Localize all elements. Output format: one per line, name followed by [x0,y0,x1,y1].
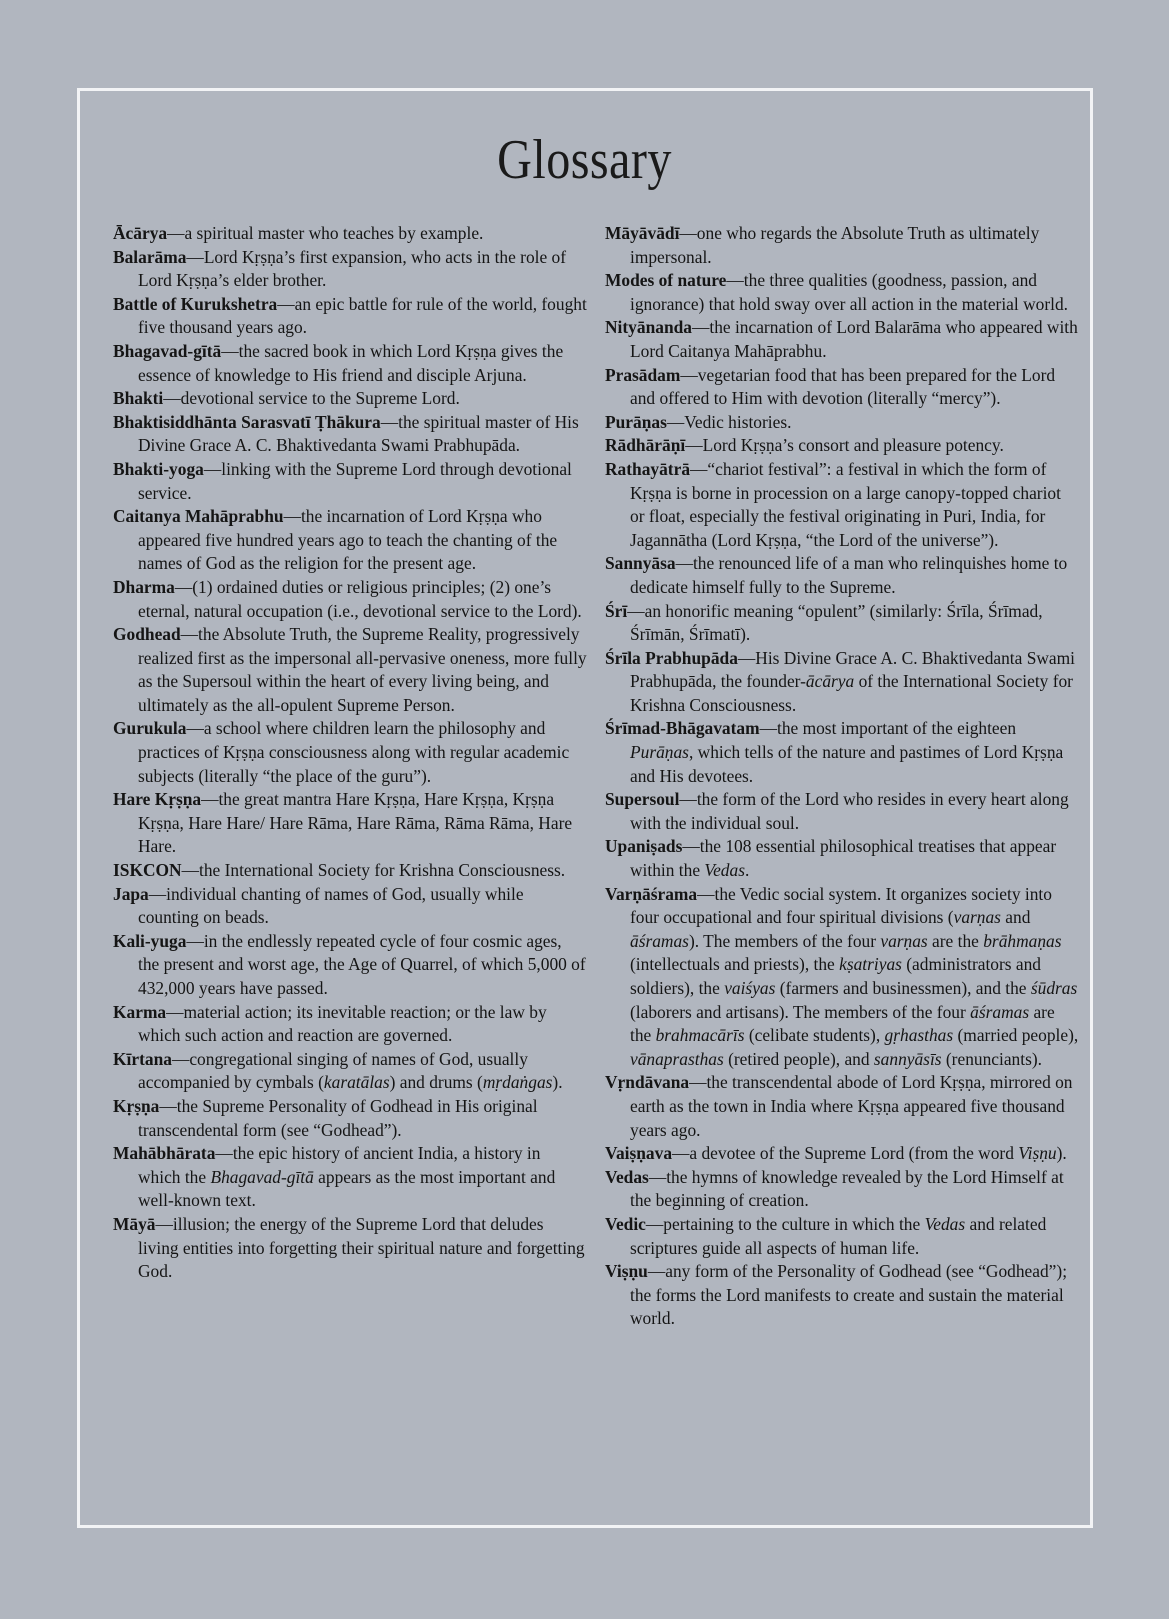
glossary-entry [113,883,587,930]
glossary-term: Gurukula [113,718,187,739]
glossary-entry [605,835,1079,882]
glossary-term: Godhead [113,624,181,645]
glossary-entry [113,859,587,883]
glossary-entry [113,293,587,340]
glossary-definition: —the sacred book in which Lord Kṛṣṇa gives the essence of knowledge to His friend and disciple Arjuna. [138,340,564,385]
glossary-term: Rathayātrā [605,458,691,479]
glossary-column-left [113,222,587,1284]
glossary-entry [605,411,1079,435]
glossary-entry [113,1213,587,1284]
glossary-entry [605,883,1079,1072]
glossary-term: Vṛndāvana [605,1072,690,1093]
glossary-term: Kali-yuga [113,930,187,951]
glossary-entry [605,1071,1079,1142]
glossary-term: Varṇāśrama [605,883,698,904]
glossary-term: Rādhārāṇī [605,435,686,456]
glossary-definition: —a spiritual master who teaches by example. [167,223,484,243]
glossary-entry [113,1142,587,1213]
glossary-term: Śrī [605,600,628,621]
glossary-definition: —Vedic histories. [666,411,792,432]
glossary-term: Karma [113,1001,167,1022]
glossary-term: Mahābhārata [113,1143,216,1164]
glossary-entry [113,387,587,411]
glossary-entry [113,576,587,623]
glossary-term: Battle of Kurukshetra [113,293,278,314]
glossary-entry [113,222,587,246]
glossary-entry [113,505,587,576]
glossary-term: Caitanya Mahāprabhu [113,506,284,527]
glossary-term: Sannyāsa [605,553,676,574]
glossary-entry [113,717,587,788]
glossary-definition: —“chariot festival”: a festival in which the form of Kṛṣṇa is borne in procession on a large canopy-topped chariot or float, especially the festival originating in Puri, India, for Jagannātha (Lord Kṛṣṇa, “the Lord of the universe”). [630,458,1061,550]
glossary-definition: —the great mantra Hare Kṛṣṇa, Hare Kṛṣṇa, Kṛṣṇa Kṛṣṇa, Hare Hare/ Hare Rāma, Hare Rāma, Rāma Rāma, Hare Hare. [138,789,573,857]
glossary-term: Purāṇas [605,411,667,432]
glossary-term: Hare Kṛṣṇa [113,789,202,810]
glossary-definition: —Lord Kṛṣṇa’s consort and pleasure potency. [685,435,1004,456]
glossary-definition: —the Vedic social system. It organizes society into four occupational and four spiritual divisions (varṇas and āśramas). The members of the four varṇas are the brāhmaṇas (intellectuals and priests), the kṣatriyas (administrators and soldiers), the vaiśyas (farmers and businessmen), and the śūdras (laborers and artisans). The members of the four āśramas are the brahmacārīs (celibate students), gṛhasthas (married people), vānaprasthas (retired people), and sannyāsīs (renunciants). [630,883,1079,1069]
glossary-definition: —linking with the Supreme Lord through devotional service. [138,458,572,503]
glossary-entry [605,647,1079,718]
glossary-term: Vaiṣṇava [605,1143,673,1164]
glossary-term: Kīrtana [113,1048,172,1069]
glossary-definition: —the 108 essential philosophical treatises that appear within the Vedas. [630,836,1057,881]
glossary-definition: —the Absolute Truth, the Supreme Reality, progressively realized first as the impersonal all-pervasive oneness, more fully as the Supersoul within the heart of every living being, and ultimately as the all-opulent Supreme Person. [138,624,587,715]
glossary-definition: —vegetarian food that has been prepared for the Lord and offered to Him with devotion (literally “mercy”). [630,364,1056,409]
glossary-definition: —congregational singing of names of God, usually accompanied by cymbals (karatālas) and drums (mṛdaṅgas). [138,1048,563,1093]
glossary-entry [113,623,587,717]
glossary-entry [113,1095,587,1142]
glossary-entry [605,552,1079,599]
glossary-definition: —any form of the Personality of Godhead (see “Godhead”); the forms the Lord manifests to create and sustain the material world. [630,1261,1068,1329]
glossary-definition: —Lord Kṛṣṇa’s first expansion, who acts in the role of Lord Kṛṣṇa’s elder brother. [138,246,567,291]
glossary-entry [605,1260,1079,1331]
glossary-definition: —His Divine Grace A. C. Bhaktivedanta Swami Prabhupāda, the founder-ācārya of the International Society for Krishna Consciousness. [630,647,1076,715]
glossary-term: Dharma [113,576,175,597]
glossary-definition: —the transcendental abode of Lord Kṛṣṇa, mirrored on earth as the town in India where Kṛṣṇa appeared five thousand years ago. [630,1072,1073,1140]
glossary-term: Prasādam [605,364,681,385]
glossary-term: Viṣṇu [605,1261,648,1282]
glossary-entry [113,246,587,293]
glossary-term: Nityānanda [605,317,692,338]
glossary-term: Śrīmad-Bhāgavatam [605,718,760,739]
glossary-entry [113,1048,587,1095]
glossary-definition: —the most important of the eighteen Purāṇas, which tells of the nature and pastimes of Lord Kṛṣṇa and His devotees. [630,718,1064,786]
glossary-entry [605,1142,1079,1166]
glossary-term: Modes of nature [605,270,727,291]
glossary-term: Śrīla Prabhupāda [605,647,738,668]
glossary-entry [605,434,1079,458]
glossary-definition: —pertaining to the culture in which the Vedas and related scriptures guide all aspects of human life. [630,1213,1047,1258]
glossary-term: Bhakti [113,388,164,409]
glossary-entry [605,364,1079,411]
glossary-term: Balarāma [113,246,187,267]
glossary-entry [605,458,1079,552]
glossary-term: Upaniṣads [605,836,683,857]
glossary-term: Māyā [113,1213,156,1234]
glossary-entry [605,222,1079,269]
glossary-entry [605,316,1079,363]
glossary-definition: —individual chanting of names of God, usually while counting on beads. [138,883,524,928]
glossary-definition: —the hymns of knowledge revealed by the Lord Himself at the beginning of creation. [630,1166,1064,1211]
glossary-definition: —in the endlessly repeated cycle of four cosmic ages, the present and worst age, the Age of Quarrel, of which 5,000 of 432,000 years have passed. [138,930,586,998]
page-title: Glossary [497,129,672,191]
glossary-entry [605,1213,1079,1260]
glossary-entry [113,411,587,458]
glossary-term: ISKCON [113,860,182,881]
glossary-definition: —devotional service to the Supreme Lord. [163,388,460,409]
glossary-definition: —a devotee of the Supreme Lord (from the word Viṣṇu). [672,1143,1067,1164]
glossary-definition: —the spiritual master of His Divine Grace A. C. Bhaktivedanta Swami Prabhupāda. [138,411,579,456]
glossary-entry [113,458,587,505]
glossary-entry [113,788,587,859]
glossary-entry [605,788,1079,835]
glossary-definition: —the renounced life of a man who relinquishes home to dedicate himself fully to the Supreme. [630,553,1068,597]
glossary-term: Bhakti-yoga [113,458,204,479]
glossary-definition: —the incarnation of Lord Balarāma who appeared with Lord Caitanya Mahāprabhu. [630,317,1078,361]
glossary-term: Japa [113,883,149,904]
glossary-definition: —the epic history of ancient India, a history in which the Bhagavad-gītā appears as the most important and well-known text. [138,1143,556,1211]
glossary-definition: —an honorific meaning “opulent” (similarly: Śrīla, Śrīmad, Śrīmān, Śrīmatī). [627,600,1043,645]
glossary-definition: —an epic battle for rule of the world, fought five thousand years ago. [138,293,587,338]
glossary-definition: —the incarnation of Lord Kṛṣṇa who appeared five hundred years ago to teach the chanting of the names of God as the religion for the present age. [138,506,558,574]
glossary-entry [113,930,587,1001]
glossary-definition: —the three qualities (goodness, passion, and ignorance) that hold sway over all action in the material world. [630,270,1069,314]
glossary-term: Vedas [605,1166,649,1187]
glossary-definition: —illusion; the energy of the Supreme Lord that deludes living entities into forgetting their spiritual nature and forgetting God. [138,1213,585,1282]
glossary-term: Bhagavad-gītā [113,340,222,361]
glossary-term: Kṛṣṇa [113,1095,160,1116]
glossary-definition: —(1) ordained duties or religious principles; (2) one’s eternal, natural occupation (i.e., devotional service to the Lord). [138,576,582,621]
glossary-entry [113,1001,587,1048]
glossary-definition: —material action; its inevitable reaction; or the law by which such action and reaction are governed. [138,1001,547,1046]
glossary-entry [605,600,1079,647]
glossary-entry [113,340,587,387]
glossary-term: Ācārya [113,223,168,243]
glossary-entry [605,1166,1079,1213]
glossary-definition: —the form of the Lord who resides in every heart along with the individual soul. [630,789,1069,833]
glossary-column-right [605,222,1079,1331]
glossary-entry [605,717,1079,788]
glossary-definition: —the International Society for Krishna Consciousness. [181,860,566,881]
glossary-definition: —one who regards the Absolute Truth as ultimately impersonal. [630,223,1040,267]
glossary-definition: —a school where children learn the philosophy and practices of Kṛṣṇa consciousness along with regular academic subjects (literally “the place of the guru”). [138,718,570,786]
glossary-term: Supersoul [605,789,680,810]
glossary-definition: —the Supreme Personality of Godhead in His original transcendental form (see “Godhead”). [138,1095,538,1140]
glossary-entry [605,269,1079,316]
glossary-term: Māyāvādī [605,223,680,243]
glossary-term: Bhaktisiddhānta Sarasvatī Ṭhākura [113,411,381,432]
glossary-term: Vedic [605,1213,646,1234]
